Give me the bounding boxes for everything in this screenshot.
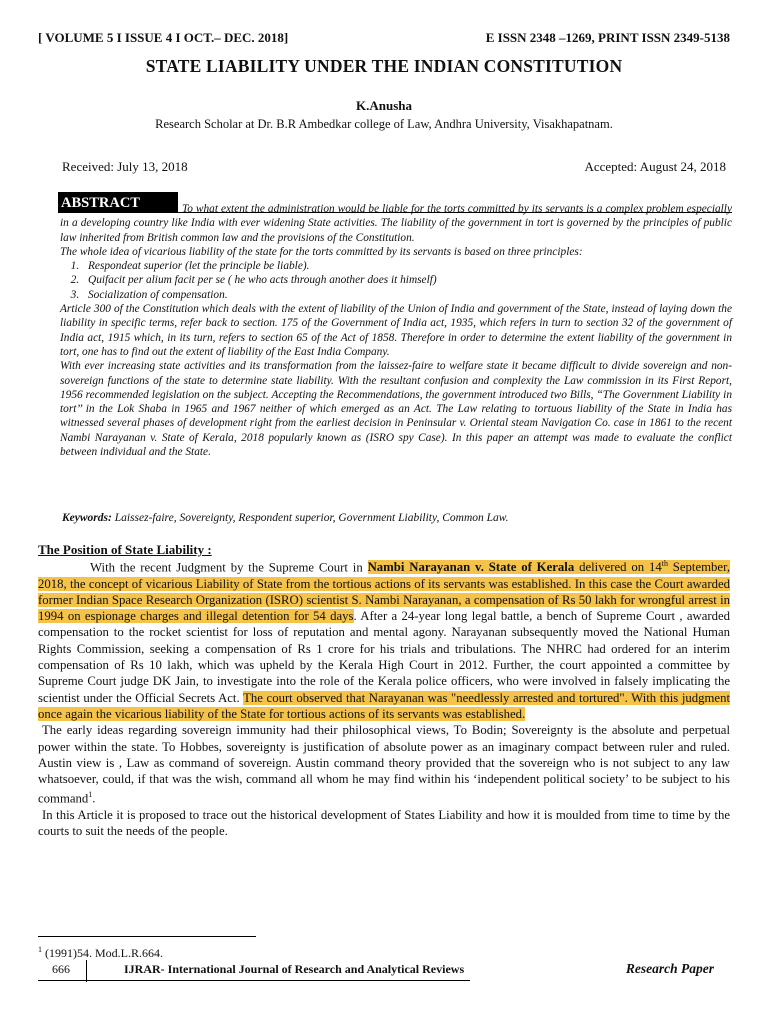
- footnote-mark: 1: [38, 945, 42, 954]
- accepted-date: Accepted: August 24, 2018: [584, 159, 726, 174]
- superscript: th: [661, 559, 668, 568]
- page-footer: [38, 960, 730, 982]
- author-name: K.Anusha: [356, 98, 412, 113]
- footnote-rule: [38, 936, 256, 937]
- abstract-label: ABSTRACT: [58, 192, 178, 212]
- paper-type: Research Paper: [625, 961, 714, 976]
- list-item: 3. Socialization of compensation.: [82, 288, 732, 302]
- list-item: 2. Quifacit per alium facit per se ( he who acts through another does it himself): [82, 273, 732, 287]
- keywords: [62, 512, 732, 524]
- body-text: . After a 24-year long legal battle, a bench of Supreme Court , awarded compensation to the rocket scientist for loss of reputation and mental agony. Narayanan subsequently moved the National Human Rights Commission, seeking a compensation of Rs 1 crore for his trials and tribulations. The NHRC had ordered for an interim compensation of Rs 10 lakh, which was upheld by the Kerala High Court in 2012. Further, the court appointed a committee by Supreme Court judge DK Jain, to investigate into the role of the Kerala police officers, who were involved in falsely implicating the scientist under the Official Secrets Act.: [38, 609, 731, 705]
- author-affiliation: Research Scholar at Dr. B.R Ambedkar college of Law, Andhra University, Visakhapatnam.: [155, 117, 613, 131]
- paper-title: STATE LIABILITY UNDER THE INDIAN CONSTITUTION: [145, 56, 623, 76]
- footer-rule: [38, 980, 470, 981]
- abstract-paragraph: Article 300 of the Constitution which deals with the extent of liability of the Union of India and government of the State, instead of laying down the liability in specific terms, refer back to section. 175 of the Government of India act, 1935, which refers in turn to section 32 of the government of India act, 1915 which, in its turn, refers to section 65 of the Act of 1858. Therefore in order to determine the extent liability of the government in tort, one has to find out the extent of liability of the East India Company.: [60, 303, 732, 358]
- footnote-text: (1991)54. Mod.L.R.664.: [42, 946, 163, 960]
- footnote-ref[interactable]: 1: [88, 790, 93, 800]
- body-paragraph: [38, 556, 730, 722]
- highlighted-text: The court observed that Narayanan was "needlessly arrested and tortured". With this judgment once again the vicarious liability of the State for tortious actions of its servants was established.: [38, 690, 730, 721]
- case-name: Nambi Narayanan v. State of Kerala: [367, 560, 575, 575]
- list-item: 1. Respondeat superior (let the principle be liable).: [82, 259, 732, 273]
- body-text: .: [92, 791, 96, 806]
- running-header-volume: [ VOLUME 5 I ISSUE 4 I OCT.– DEC. 2018]: [38, 30, 289, 45]
- body-paragraph: In this Article it is proposed to trace out the historical development of States Liability and how it is moulded from time to time by the courts to suit the needs of the people.: [38, 807, 730, 839]
- abstract-paragraph: With ever increasing state activities and its transformation from the laissez-faire to welfare state it became difficult to divide sovereign and non-sovereign functions of the state to determine state liability. With the resultant confusion and complexity the Law commission in its First Report, 1956 recommended legislation on the subject. Accepting the Recommendations, the government introduced two Bills, “The Government Liability in tort’’ in the Lok Shaba in 1965 and 1967 neither of which emerged as an Act. The Law relating to tortuous liability of the State in India has witnessed several phases of development right from the earliest decision in Peninsular v. Oriental steam Navigation Co. case in 1861 to the recent Nambi Narayanan v. State of Kerala, 2018 popularly known as (ISRO spy Case). In this paper an attempt was made to evaluate the conflict between individual and the State.: [60, 360, 732, 459]
- body-text: With the recent Judgment by the Supreme Court in: [90, 560, 368, 575]
- principles-list: [60, 259, 732, 302]
- abstract-paragraph: To what extent the administration would be liable for the torts committed by its servants is a complex problem especially in a developing country like India with ever widening State activities. The liability of the government in tort is governed by the principles of public law inherited from British common law and the provisions of the Constitution.: [60, 203, 732, 244]
- journal-name: IJRAR- International Journal of Research and Analytical Reviews: [124, 962, 465, 976]
- body-text: delivered on 14: [574, 560, 662, 575]
- running-header-issn: E ISSN 2348 –1269, PRINT ISSN 2349-5138: [485, 30, 730, 45]
- section-body: [38, 556, 730, 840]
- body-text: September, 2018, the concept of vicarious Liability of State from the tortious actions of its servants was established. In this case the Court awarded former Indian Space Research Organization (ISRO) scientist S. Nambi Narayanan, a compensation of Rs 50 lakh for wrongful arrest in 1994 on espionage charges and illegal detention for 54 days: [38, 560, 731, 624]
- abstract-body: [60, 202, 732, 459]
- keywords-text: Laissez-faire, Sovereignty, Respondent superior, Government Liability, Common Law.: [114, 512, 509, 524]
- abstract-paragraph: The whole idea of vicarious liability of the state for the torts committed by its servants is based on three principles:: [60, 245, 583, 258]
- section-heading: The Position of State Liability :: [38, 542, 212, 557]
- body-paragraph: [38, 722, 730, 807]
- keywords-label: Keywords:: [62, 512, 112, 524]
- abstract-rule: [58, 212, 732, 213]
- footnote: [38, 945, 163, 961]
- page-number: 666: [52, 962, 70, 976]
- received-date: Received: July 13, 2018: [62, 159, 188, 174]
- footer-divider: [86, 960, 87, 982]
- body-text: The early ideas regarding sovereign immunity had their philosophical views, To Bodin; Sovereignty is the absolute and perpetual power within the state. To Hobbes, sovereignty is justification of absolute power as an imaginary compact between ruler and ruled. Austin view is , Law as command of sovereign. Austin command theory provided that the sovereign who is not subject to any law whatsoever, could, if that was the wish, command all whom he may find within his ‘independent political society’ to be subject to his command: [38, 723, 730, 806]
